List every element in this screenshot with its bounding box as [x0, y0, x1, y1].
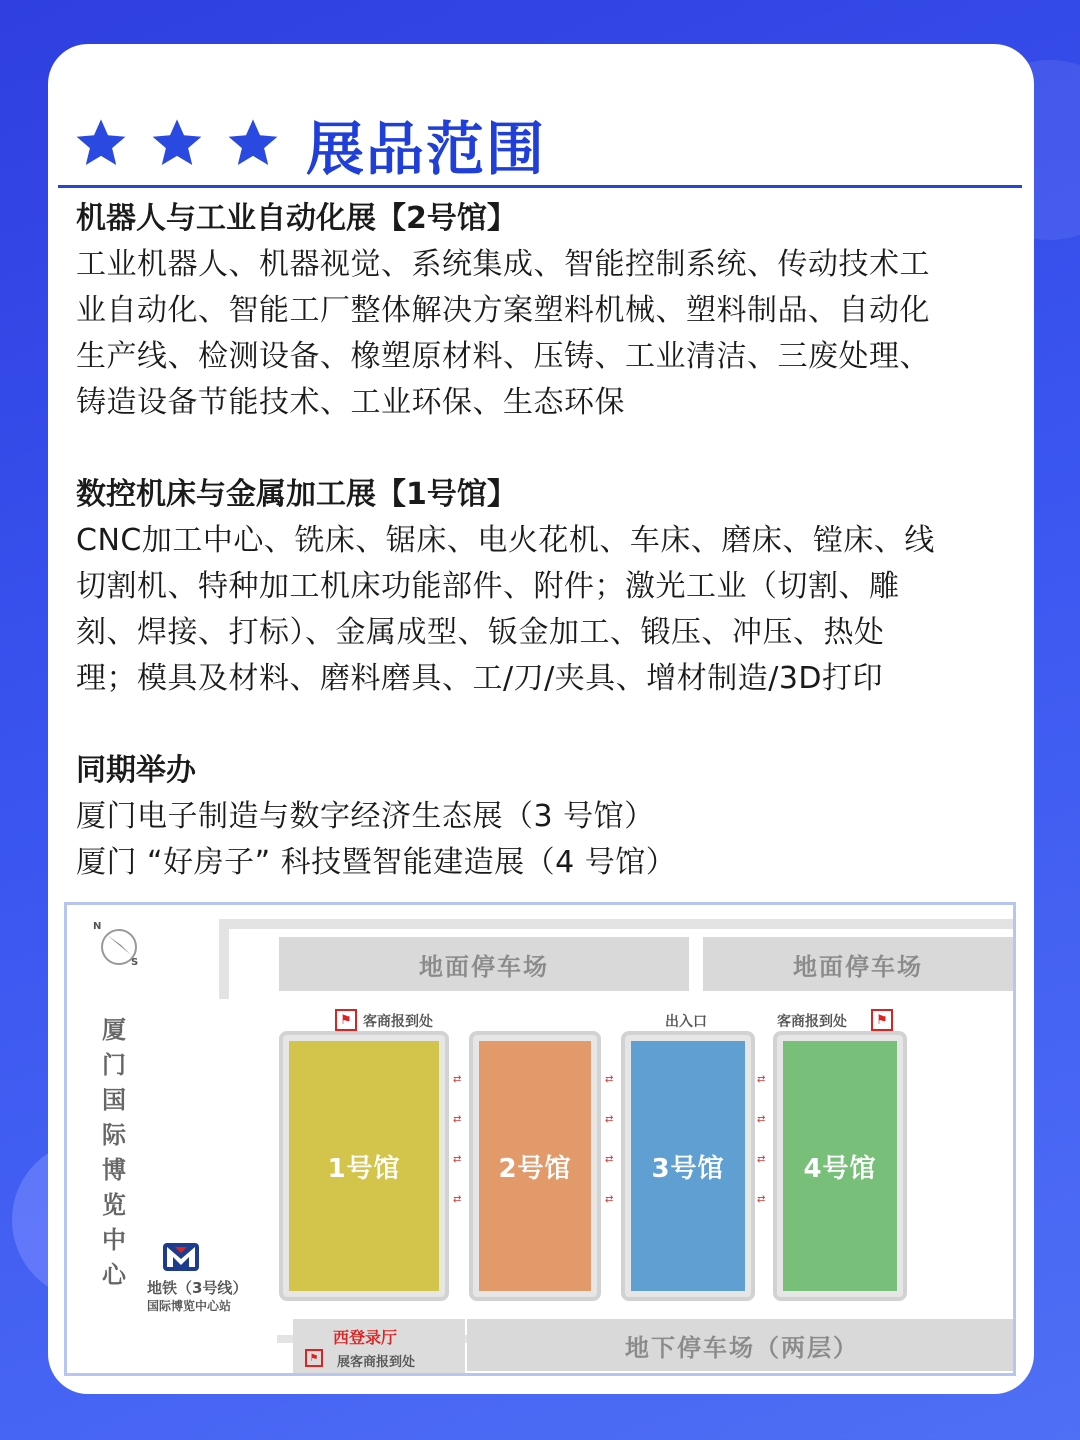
section-line: 厦门电子制造与数字经济生态展（3 号馆）	[76, 799, 655, 834]
header	[72, 102, 546, 186]
hall-3	[621, 1031, 755, 1301]
exhibit-scope-card	[48, 44, 1034, 1394]
section-concurrent	[76, 748, 1011, 886]
registration-icon: ⚑	[335, 1009, 357, 1031]
venue-name: 厦 门 国 际 博 览 中 心	[102, 1016, 126, 1289]
west-hall-label: 西登录厅	[333, 1328, 398, 1347]
hall-4	[773, 1031, 907, 1301]
metro-station-label: 国际博览中心站	[147, 1299, 232, 1313]
section-robotics	[76, 196, 1011, 426]
hall-1-block: 1号馆	[289, 1041, 439, 1291]
section-line: 生产线、检测设备、橡塑原材料、压铸、工业清洁、三废处理、	[76, 339, 930, 374]
star-icon	[148, 115, 206, 173]
section-line: 铸造设备节能技术、工业环保、生态环保	[76, 385, 625, 420]
compass-s-label: S	[131, 957, 139, 968]
connector-arrows: ⇄ ⇄ ⇄ ⇄	[605, 1074, 614, 1205]
section-line: 业自动化、智能工厂整体解决方案塑料机械、塑料制品、自动化	[76, 293, 930, 328]
section-line: 工业机器人、机器视觉、系统集成、智能控制系统、传动技术工	[76, 247, 930, 282]
metro-logo-icon	[161, 1241, 201, 1273]
section-title: 同期举办	[76, 753, 196, 788]
star-icon	[72, 115, 130, 173]
hall-1	[279, 1031, 449, 1301]
registration-icon: ⚑	[871, 1009, 893, 1031]
connector-arrows: ⇄ ⇄ ⇄ ⇄	[757, 1074, 766, 1205]
section-line: 理；模具及材料、磨料磨具、工/刀/夹具、增材制造/3D打印	[76, 661, 884, 696]
registration-label-1: 客商报到处	[363, 1014, 433, 1030]
star-icon	[224, 115, 282, 173]
compass-n-label: N	[93, 921, 102, 932]
page-title: 展品范围	[306, 115, 547, 183]
registration-icon: ⚑	[305, 1349, 323, 1367]
road-left	[219, 919, 229, 999]
parking-top-left: 地面停车场	[279, 937, 689, 991]
hall-2	[469, 1031, 601, 1301]
venue-map	[64, 902, 1016, 1376]
section-line: 刻、焊接、打标）、金属成型、钣金加工、锻压、冲压、热处	[76, 615, 885, 650]
section-line: 厦门 “好房子” 科技暨智能建造展（4 号馆）	[76, 845, 677, 880]
hall-3-block: 3号馆	[631, 1041, 745, 1291]
west-registration-label: 展客商报到处	[337, 1355, 416, 1370]
connector-arrows: ⇄ ⇄ ⇄ ⇄	[453, 1074, 462, 1205]
west-hall	[293, 1319, 465, 1375]
header-divider	[58, 185, 1022, 188]
section-cnc	[76, 472, 1011, 702]
road-top	[219, 919, 1016, 929]
registration-label-2: 客商报到处	[777, 1014, 847, 1030]
parking-underground: 地下停车场（两层）	[467, 1319, 1016, 1371]
section-title: 数控机床与金属加工展【1号馆】	[76, 477, 517, 512]
content	[76, 196, 1011, 886]
hall-2-block: 2号馆	[479, 1041, 591, 1291]
section-title: 机器人与工业自动化展【2号馆】	[76, 201, 517, 236]
entrance-label: 出入口	[665, 1014, 707, 1030]
parking-top-right: 地面停车场	[703, 937, 1013, 991]
metro-line-label: 地铁（3号线）	[147, 1279, 248, 1297]
hall-4-block: 4号馆	[783, 1041, 897, 1291]
section-line: CNC加工中心、铣床、锯床、电火花机、车床、磨床、镗床、线	[76, 523, 935, 558]
section-line: 切割机、特种加工机床功能部件、附件；激光工业（切割、雕	[76, 569, 900, 604]
